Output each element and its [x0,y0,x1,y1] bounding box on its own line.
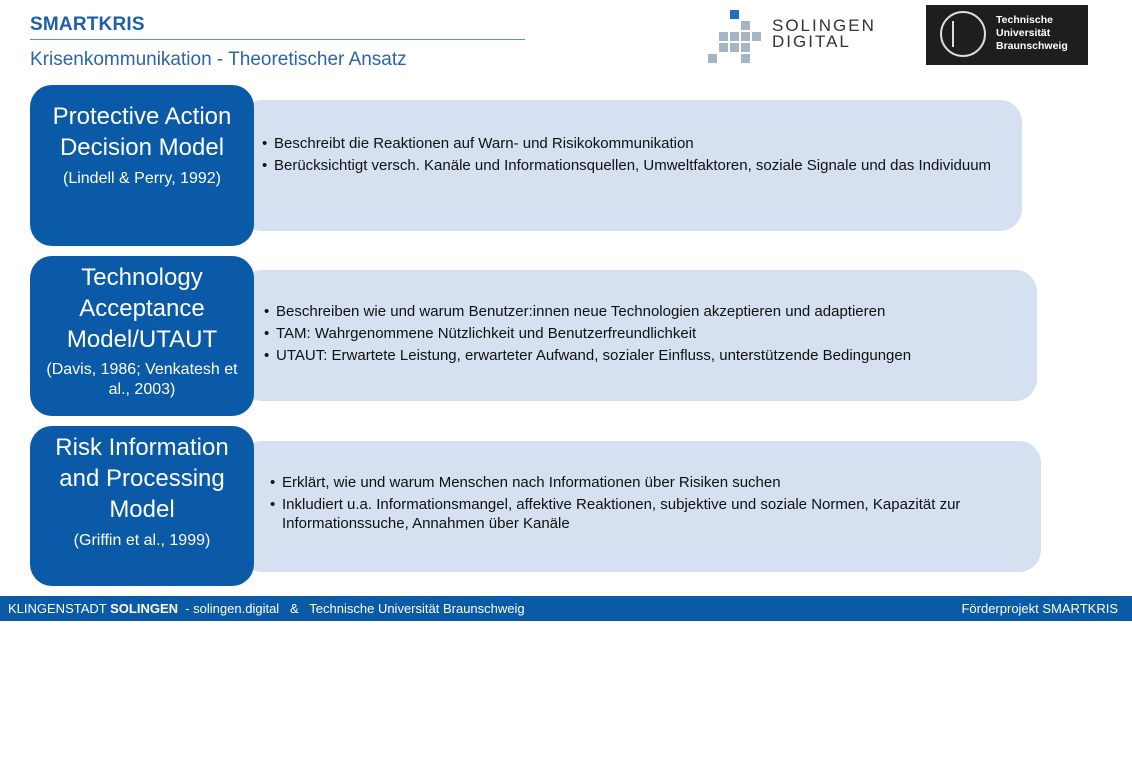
model-box [30,426,254,586]
bullet-item: • TAM: Wahrgenommene Nützlichkeit und Benutzerfreundlichkeit [264,324,1034,343]
model-box [30,256,254,416]
model-name: Risk Information and Processing Model [55,434,229,523]
tu-wordmark: Technische Universität Braunschweig [996,14,1068,52]
bullet-list [270,473,990,536]
bullet-item: • Inkludiert u.a. Informationsmangel, affektive Reaktionen, subjektive und soziale Normen, Kapazität zur Informationssuche, Annahmen über Kanäle [270,495,990,533]
model-box [30,85,254,246]
bullet-item: • Erklärt, wie und warum Menschen nach Informationen über Risiken suchen [270,473,990,492]
bullet-item: • Berücksichtigt versch. Kanäle und Informationsquellen, Umweltfaktoren, soziale Signale und das Individuum [262,156,1012,175]
footer-bar [0,596,1132,621]
model-citation: (Davis, 1986; Venkatesh et al., 2003) [46,361,238,398]
slide-title: SMARTKRIS [30,14,145,35]
bullet-item: • UTAUT: Erwartete Leistung, erwarteter Aufwand, sozialer Einfluss, unterstützende Bedingungen [264,346,1034,365]
bullet-list [262,134,1012,178]
model-name: Technology Acceptance Model/UTAUT [66,264,218,353]
model-citation: (Lindell & Perry, 1992) [63,170,221,187]
title-divider [30,39,525,40]
footer-project: Förderprojekt SMARTKRIS [961,601,1118,616]
tu-braunschweig-logo [926,5,1088,65]
model-citation: (Griffin et al., 1999) [73,532,211,549]
bullet-list [264,302,1034,368]
slide-subtitle: Krisenkommunikation - Theoretischer Ansatz [30,49,407,70]
model-name: Protective Action Decision Model [52,103,232,161]
solingen-digital-logo [706,8,906,68]
footer-credits: KLINGENSTADT SOLINGEN - solingen.digital & Technische Universität Braunschweig [8,601,525,616]
bullet-item: • Beschreiben wie und warum Benutzer:innen neue Technologien akzeptieren und adaptieren [264,302,1034,321]
tu-seal-icon [940,11,986,57]
bullet-item: • Beschreibt die Reaktionen auf Warn- und Risikokommunikation [262,134,1012,153]
solingen-digital-wordmark: SOLINGEN DIGITAL [772,16,876,51]
